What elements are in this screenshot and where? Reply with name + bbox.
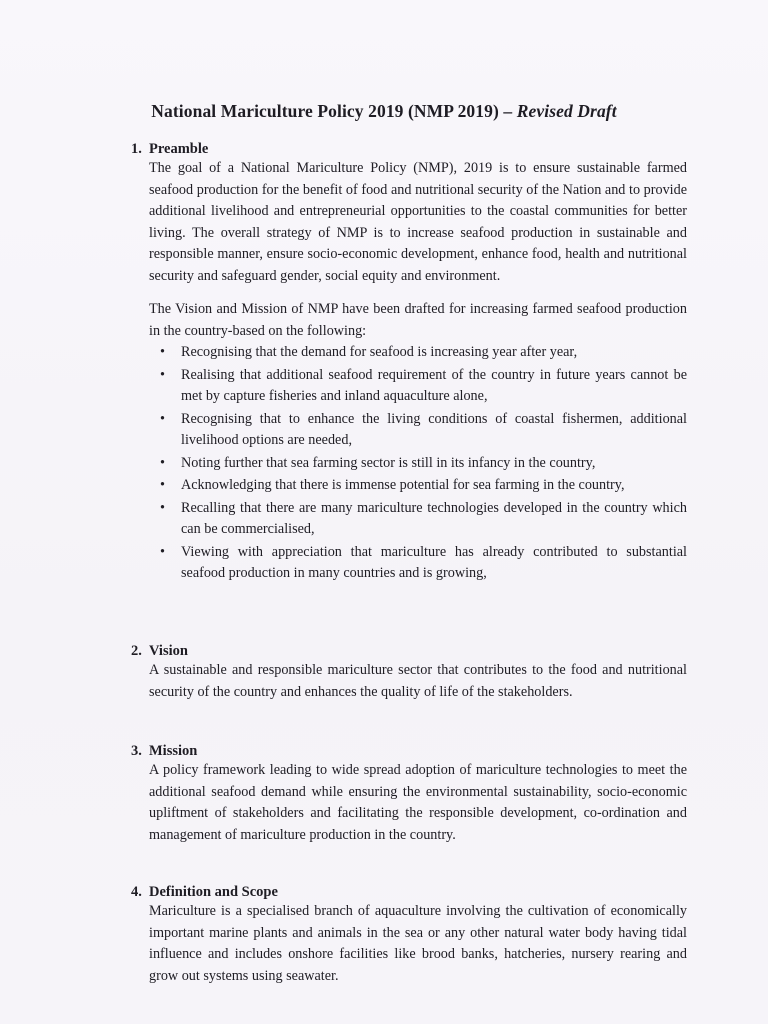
section-vision <box>131 642 687 703</box>
bullet-icon: • <box>160 499 165 516</box>
section-title: Vision <box>149 643 188 659</box>
bullet-icon: • <box>160 477 165 493</box>
vision-paragraph: A sustainable and responsible mariculture sector that contributes to the food and nutritional security of the country and enhances the quality of life of the stakeholders. <box>149 662 687 700</box>
section-title: Mission <box>149 743 198 759</box>
list-item: • Acknowledging that there is immense potential for sea farming in the country, <box>149 475 687 497</box>
section-title: Definition and Scope <box>149 884 278 900</box>
section-preamble <box>131 140 687 586</box>
bullet-icon: • <box>160 454 165 471</box>
bullet-icon: • <box>160 344 165 360</box>
section-number: 3. <box>131 743 142 759</box>
section-heading <box>131 883 687 901</box>
section-number: 1. <box>131 141 142 157</box>
bullet-icon: • <box>160 410 165 427</box>
section-heading <box>131 140 687 158</box>
bullet-icon: • <box>160 543 165 560</box>
title-draft-label: Revised Draft <box>516 101 617 121</box>
title-main: National Mariculture Policy 2019 (NMP 2019) – <box>151 101 513 121</box>
scope-paragraph: Mariculture is a specialised branch of aquaculture involving the cultivation of economically important marine plants and animals in the sea or any other natural water body having tidal influence and includes onshore facilities like brood banks, hatcheries, nursery rearing and grow out systems using seawater. <box>149 903 687 984</box>
section-mission <box>131 742 687 846</box>
list-item: • Recognising that the demand for seafood is increasing year after year, <box>149 342 687 364</box>
preamble-paragraph-1: The goal of a National Mariculture Policy (NMP), 2019 is to ensure sustainable farmed seafood production for the benefit of food and nutritional security of the Nation and to provide additional livelihood and entrepreneurial opportunities to the coastal communities for better living. The overall strategy of NMP is to increase seafood production in sustainable and responsible manner, ensure socio-economic development, enhance food, health and nutritional security and safeguard gender, social equity and environment. <box>149 160 687 284</box>
list-item: • Viewing with appreciation that mariculture has already contributed to substantial seafood production in many countries and is growing, <box>160 543 687 581</box>
section-number: 4. <box>131 884 142 900</box>
list-item: • Recognising that to enhance the living conditions of coastal fishermen, additional livelihood options are needed, <box>160 410 687 448</box>
list-item: • Noting further that sea farming sector is still in its infancy in the country, <box>149 453 687 475</box>
mission-paragraph: A policy framework leading to wide spread adoption of mariculture technologies to meet the additional seafood demand while ensuring the environmental sustainability, socio-economic upliftment of stakeholders and facilitating the responsible development, co-ordination and management of mariculture production in the country. <box>149 762 687 843</box>
section-number: 2. <box>131 643 142 659</box>
section-heading <box>131 742 687 760</box>
preamble-bullet-list <box>149 342 687 585</box>
section-title: Preamble <box>149 141 209 157</box>
section-definition-scope <box>131 883 687 987</box>
bullet-icon: • <box>160 366 165 383</box>
list-item: • Recalling that there are many mariculture technologies developed in the country which can be commercialised, <box>160 499 687 537</box>
section-heading <box>131 642 687 660</box>
list-item: • Realising that additional seafood requirement of the country in future years cannot be met by capture fisheries and inland aquaculture alone, <box>160 366 687 404</box>
page-title <box>0 101 768 122</box>
preamble-paragraph-2: The Vision and Mission of NMP have been drafted for increasing farmed seafood production in the country-based on the following: <box>149 301 687 339</box>
